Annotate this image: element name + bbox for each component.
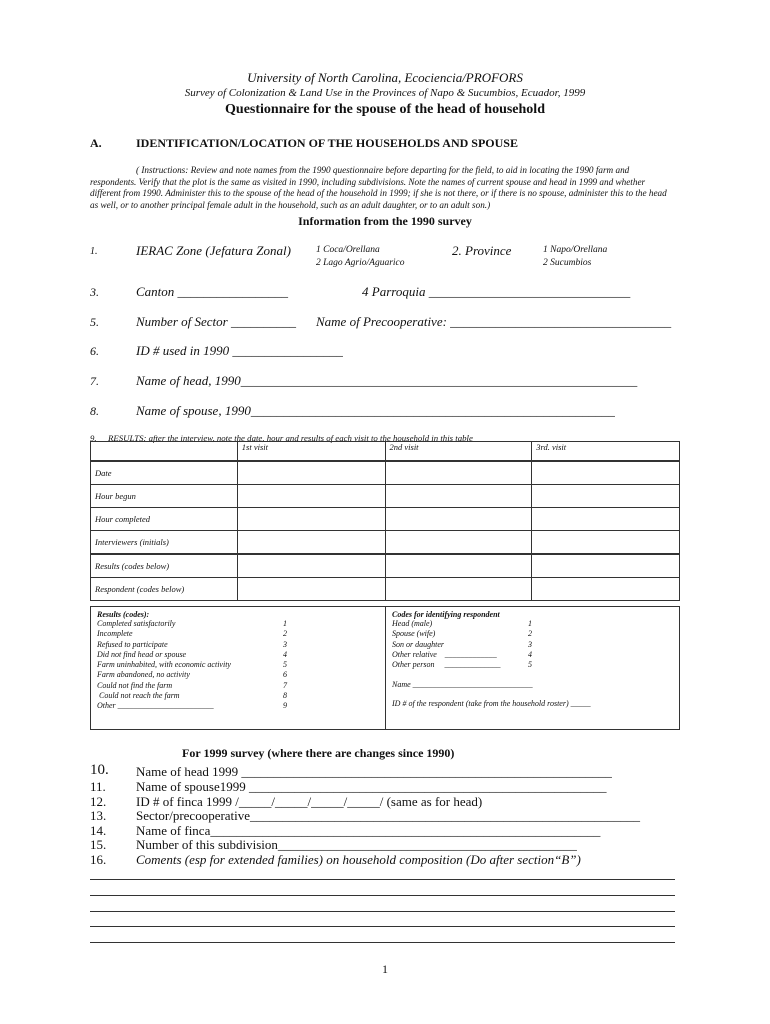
table-row [91, 531, 680, 555]
date-visit-3-cell[interactable] [532, 461, 680, 485]
page-title: Questionnaire for the spouse of the head of household [225, 102, 545, 117]
table-row [91, 461, 680, 485]
result-code-label: Did not find head or spouse [97, 649, 187, 659]
info-1990-title: Information from the 1990 survey [298, 214, 472, 228]
table-row [91, 578, 680, 601]
finca-name-field[interactable]: Name of finca____________________________________________________________ [136, 823, 601, 838]
result-code-number: 3 [283, 639, 287, 649]
respondent-code-label: Spouse (wife) [392, 629, 436, 639]
q11-number: 11. [90, 779, 106, 794]
parroquia-field[interactable]: 4 Parroquia _______________________________ [362, 284, 631, 299]
q13-number: 13. [90, 808, 107, 823]
result-code-number: 8 [283, 691, 287, 701]
q16-number: 16. [90, 852, 107, 867]
interviewers-visit-3-cell[interactable] [532, 531, 680, 555]
respondent-code-number: 3 [528, 639, 532, 649]
q6-number: 6. [90, 344, 99, 358]
row-label-results: Results (codes below) [91, 554, 238, 578]
result-code-number: 6 [283, 670, 287, 680]
sector-precooperative-field[interactable]: Sector/precooperative____________________________________________________________ [136, 808, 641, 823]
spouse-name-1990-field[interactable]: Name of spouse, 1990________________________________________________________ [136, 403, 615, 418]
q2-label: 2. Province [452, 243, 512, 258]
respondent-codes-box [385, 606, 680, 730]
hour-begun-visit-2-cell[interactable] [385, 485, 532, 508]
comment-line[interactable] [90, 911, 675, 912]
q2-option-1[interactable]: 1 Napo/Orellana [543, 245, 608, 255]
result-code-label: Other ________________________ [97, 701, 214, 711]
results-visit-3-cell[interactable] [532, 554, 680, 578]
table-row [91, 508, 680, 531]
q1-option-1[interactable]: 1 Coca/Orellana [316, 245, 380, 255]
respondent-visit-3-cell[interactable] [532, 578, 680, 601]
q2-option-2[interactable]: 2 Sucumbios [543, 258, 592, 268]
results-instruction: RESULTS: after the interview, note the date, hour and results of each visit to the household in this table [108, 433, 473, 443]
section-title: IDENTIFICATION/LOCATION OF THE HOUSEHOLDS AND SPOUSE [136, 136, 518, 150]
respondent-code-label: Other person ______________ [392, 660, 501, 670]
q3-number: 3. [90, 285, 99, 299]
visit-1-header: 1st visit [237, 442, 385, 462]
survey-subtitle: Survey of Colonization & Land Use in the Provinces of Napo & Sucumbios, Ecuador, 1999 [184, 87, 586, 99]
hour-begun-visit-1-cell[interactable] [237, 485, 385, 508]
comments-label: Coments (esp for extended families) on household composition (Do after section“B”) [136, 852, 581, 867]
respondent-code-label: Son or daughter [392, 639, 444, 649]
spouse-name-1999-field[interactable]: Name of spouse1999 _______________________________________________________ [136, 779, 607, 794]
result-code-number: 2 [283, 629, 287, 639]
page-number: 1 [382, 962, 388, 976]
university-header: University of North Carolina, Ecociencia/PROFORS [247, 70, 523, 85]
comment-line[interactable] [90, 895, 675, 896]
respondent-code-number: 5 [528, 660, 532, 670]
result-code-label: Completed satisfactorily [97, 619, 176, 628]
q15-number: 15. [90, 837, 107, 852]
result-code-label: Could not find the farm [97, 680, 173, 690]
subdivision-number-field[interactable]: Number of this subdivision______________________________________________ [136, 837, 577, 852]
id-1990-field[interactable]: ID # used in 1990 _________________ [136, 343, 343, 358]
results-table [90, 441, 680, 601]
result-code-number: 5 [283, 660, 287, 670]
results-codes-box [90, 606, 386, 730]
q1-number: 1. [90, 246, 98, 257]
instructions-text: ( Instructions: Review and note names from the 1990 questionnaire before departing for the field, to aid in locating the 1990 farm and respondents. Verify that the plot is the same as visited in 1990, including subdivisions. Note the names of current spouse and head in 1999 and whether different from 1990. Administer this to the spouse of the head of the household in 1999; if she is not there, or if there is no spouse, administer this to the head as well, or to another principal female adult in the household, such as an adult daughter, or to an adult son.) [90, 165, 667, 210]
result-code-label: Refused to participate [97, 639, 168, 649]
results-visit-2-cell[interactable] [385, 554, 532, 578]
result-code-label: Farm uninhabited, with economic activity [97, 660, 231, 670]
result-code-number: 4 [283, 649, 287, 659]
canton-field[interactable]: Canton _________________ [136, 284, 289, 299]
table-row [91, 485, 680, 508]
row-label-hour-begun: Hour begun [91, 485, 238, 508]
date-visit-2-cell[interactable] [385, 461, 532, 485]
head-name-1999-field[interactable]: Name of head 1999 _________________________________________________________ [136, 764, 612, 779]
q9-number: 9. [90, 433, 97, 443]
comment-line[interactable] [90, 879, 675, 880]
respondent-codes-title: Codes for identifying respondent [392, 610, 500, 619]
result-code-number: 7 [283, 680, 287, 690]
row-label-interviewers: Interviewers (initials) [91, 531, 238, 555]
survey-1999-title: For 1999 survey (where there are changes since 1990) [182, 746, 455, 760]
date-visit-1-cell[interactable] [237, 461, 385, 485]
results-table-header [91, 442, 680, 462]
respondent-code-label: Head (male) [392, 619, 433, 628]
sector-number-field[interactable]: Number of Sector __________ [136, 314, 296, 329]
respondent-name-field[interactable]: Name ______________________________ [392, 680, 533, 690]
interviewers-visit-1-cell[interactable] [237, 531, 385, 555]
header-blank-cell [91, 442, 238, 462]
q12-number: 12. [90, 794, 107, 809]
comment-line[interactable] [90, 926, 675, 927]
respondent-code-label: Other relative _____________ [392, 649, 497, 659]
q10-number: 10. [90, 762, 109, 778]
q8-number: 8. [90, 404, 99, 418]
respondent-code-number: 2 [528, 629, 532, 639]
hour-completed-visit-3-cell[interactable] [532, 508, 680, 531]
row-label-date: Date [91, 461, 238, 485]
hour-completed-visit-1-cell[interactable] [237, 508, 385, 531]
results-visit-1-cell[interactable] [237, 554, 385, 578]
row-label-respondent: Respondent (codes below) [91, 578, 238, 601]
q7-number: 7. [90, 374, 99, 388]
section-letter: A. [90, 136, 102, 150]
respondent-code-number: 1 [528, 619, 532, 628]
result-code-label: Farm abandoned, no activity [97, 670, 190, 680]
q1-label: IERAC Zone (Jefatura Zonal) [136, 243, 291, 258]
row-label-hour-completed: Hour completed [91, 508, 238, 531]
q5-number: 5. [90, 315, 99, 329]
hour-begun-visit-3-cell[interactable] [532, 485, 680, 508]
comment-line[interactable] [90, 942, 675, 943]
respondent-visit-1-cell[interactable] [237, 578, 385, 601]
table-row [91, 554, 680, 578]
respondent-visit-2-cell[interactable] [385, 578, 532, 601]
result-code-label: Incomplete [97, 629, 133, 639]
visit-2-header: 2nd visit [385, 442, 532, 462]
q14-number: 14. [90, 823, 107, 838]
visit-3-header: 3rd. visit [532, 442, 680, 462]
precooperative-field[interactable]: Name of Precooperative: __________________________________ [316, 314, 672, 329]
hour-completed-visit-2-cell[interactable] [385, 508, 532, 531]
respondent-id-field[interactable]: ID # of the respondent (take from the household roster) _____ [392, 698, 591, 708]
result-code-number: 1 [283, 619, 287, 628]
head-name-1990-field[interactable]: Name of head, 1990_____________________________________________________________ [136, 373, 638, 388]
results-codes-title: Results (codes): [97, 610, 150, 619]
respondent-code-number: 4 [528, 649, 532, 659]
result-code-label: Could not reach the farm [97, 691, 180, 701]
result-code-number: 9 [283, 701, 287, 711]
interviewers-visit-2-cell[interactable] [385, 531, 532, 555]
q1-option-2[interactable]: 2 Lago Agrio/Aguarico [316, 258, 405, 268]
finca-id-1999-field[interactable]: ID # of finca 1999 /_____/_____/_____/_____/ (same as for head) [136, 794, 483, 809]
